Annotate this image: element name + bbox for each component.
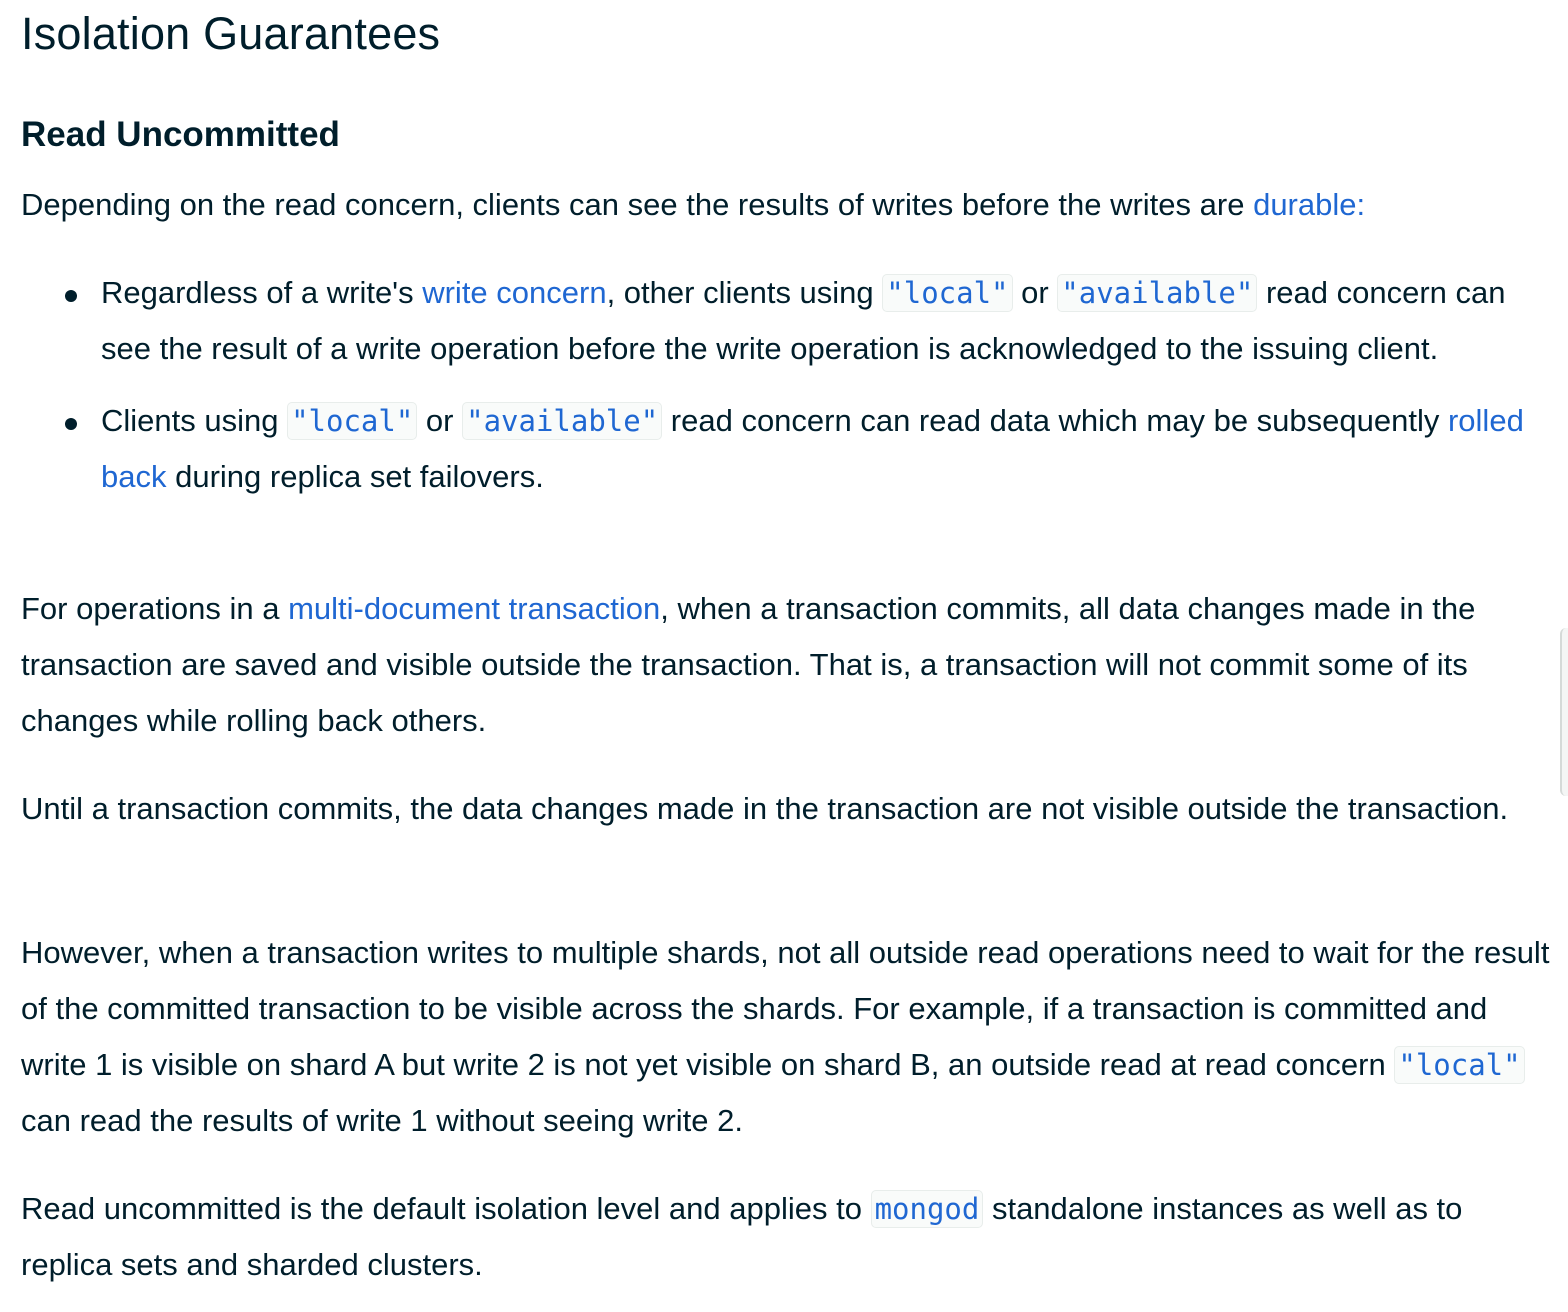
local-code: "local"	[882, 274, 1012, 312]
available-code: "available"	[462, 402, 662, 440]
available-code: "available"	[1057, 274, 1257, 312]
until-commit-paragraph: Until a transaction commits, the data changes made in the transaction are not visible outside the transaction.	[21, 791, 1509, 826]
bullet1-text-3: or	[1012, 275, 1058, 310]
list-item	[21, 265, 1531, 377]
rolled-back-link[interactable]: rolled back	[101, 403, 1524, 494]
bullet1-text-4: read concern can see the result of a write operation before the write operation is acknowledged to the issuing client.	[101, 275, 1506, 366]
bullet2-text-2: or	[417, 403, 463, 438]
local-code: "local"	[287, 402, 417, 440]
bullet-list	[21, 265, 1531, 521]
mongod-link[interactable]	[871, 1191, 984, 1226]
default-text-2: standalone instances as well as to replica sets and sharded clusters.	[21, 1191, 1463, 1282]
bullet2-text-4: during replica set failovers.	[166, 459, 544, 494]
durable-link[interactable]: durable:	[1253, 187, 1366, 222]
shards-text-2: can read the results of write 1 without seeing write 2.	[21, 1103, 743, 1138]
local-code: "local"	[1394, 1046, 1524, 1084]
transaction-paragraph	[21, 581, 1551, 749]
multi-document-transaction-link[interactable]: multi-document transaction	[288, 591, 661, 626]
write-concern-link[interactable]: write concern	[422, 275, 607, 310]
transaction-text-2: , when a transaction commits, all data changes made in the transaction are saved and visible outside the transaction. That is, a transaction will not commit some of its changes while rolling back others.	[21, 591, 1476, 738]
transaction-text-1: For operations in a	[21, 591, 289, 626]
list-item	[21, 393, 1531, 505]
intro-text: Depending on the read concern, clients can see the results of writes before the writes are	[21, 187, 1254, 222]
bullet2-text-3: read concern can read data which may be subsequently	[662, 403, 1448, 438]
bullet1-text-1: Regardless of a write's	[101, 275, 423, 310]
bullet2-text-1: Clients using	[101, 403, 288, 438]
shards-text-1: However, when a transaction writes to multiple shards, not all outside read operations need to wait for the result of the committed transaction to be visible across the shards. For example, if a transaction is committed and write 1 is visible on shard A but write 2 is not yet visible on shard B, an outside read at read concern	[21, 935, 1550, 1082]
default-isolation-paragraph	[21, 1181, 1541, 1293]
default-text-1: Read uncommitted is the default isolation level and applies to	[21, 1191, 871, 1226]
side-panel-edge[interactable]	[1560, 628, 1568, 796]
bullet-icon	[65, 418, 77, 430]
multiple-shards-paragraph	[21, 925, 1556, 1149]
page-title: Isolation Guarantees	[21, 8, 441, 59]
intro-paragraph	[21, 177, 1365, 233]
mongod-code: mongod	[871, 1190, 984, 1228]
bullet1-text-2: , other clients using	[606, 275, 883, 310]
section-heading: Read Uncommitted	[21, 115, 340, 154]
bullet-icon	[65, 290, 77, 302]
